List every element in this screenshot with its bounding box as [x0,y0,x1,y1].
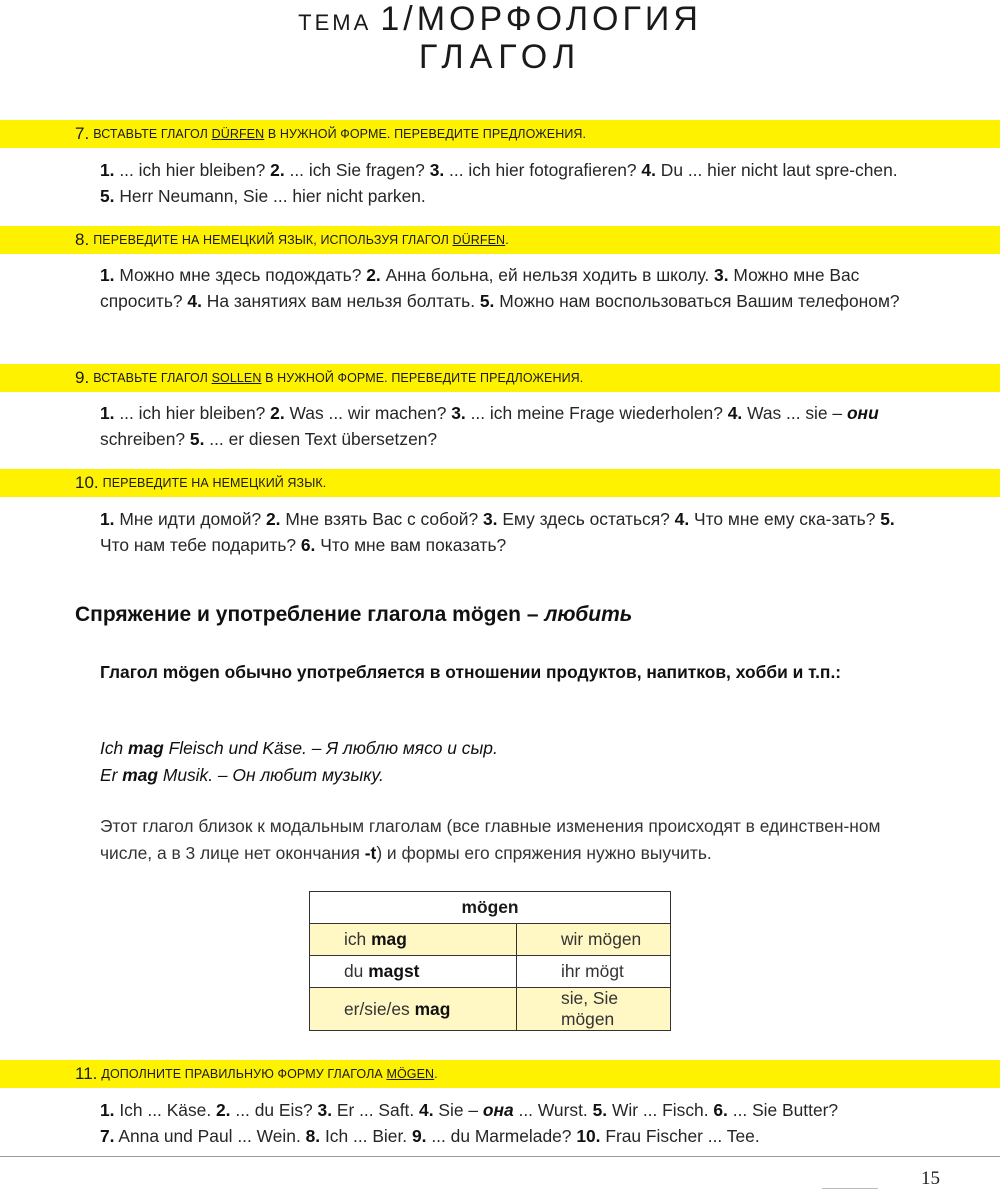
item-text: Ему здесь остаться? [497,509,675,529]
item-number: 9. [411,1126,427,1146]
item-text: Wir ... Fisch. [607,1100,714,1120]
conjugation-table [309,891,671,1031]
instruction-text: ПЕРЕВЕДИТЕ НА НЕМЕЦКИЙ ЯЗЫК, ИСПОЛЬЗУЯ ГЛАГОЛ [93,233,453,247]
section-title [75,603,632,627]
exercise-10-body [100,506,908,558]
item-number: 5. [189,429,205,449]
item-text: Что мне ему ска-зать? [689,509,881,529]
item-translation: она [482,1100,514,1120]
topic-heading [0,0,1000,40]
item-number: 2. [366,265,381,285]
item-number: 2. [270,403,285,423]
item-number: 4. [641,160,656,180]
instruction-text: В НУЖНОЙ ФОРМЕ. ПЕРЕВЕДИТЕ ПРЕДЛОЖЕНИЯ. [261,371,584,385]
exercise-instruction [93,371,583,385]
page-number: 15 [921,1168,940,1189]
item-number: 1. [100,1100,115,1120]
item-number: 7. [100,1126,115,1146]
section-title-translation: любить [544,603,633,626]
pronoun: ich [344,929,372,949]
exercise-number: 9. [75,368,90,387]
instruction-text: ВСТАВЬТЕ ГЛАГОЛ [93,371,212,385]
exercise-instruction [103,476,327,490]
item-number: 5. [100,186,115,206]
verb-form: mag [414,998,451,1019]
item-text: Frau Fischer ... Tee. [600,1126,760,1146]
footer-divider [0,1156,1000,1157]
item-text: Ich ... Käse. [114,1100,217,1120]
item-text: Что нам тебе подарить? [100,535,301,555]
example-verb: mag [128,738,164,758]
table-header-row [310,892,671,924]
exercise-8-body [100,262,908,314]
item-text: ... Sie Butter? [727,1100,839,1120]
item-text: Was ... sie – [742,403,847,423]
exercise-instruction [101,1067,437,1081]
item-text: Ich ... Bier. [320,1126,412,1146]
item-text: ... ich hier bleiben? [114,160,271,180]
item-text: ... ich Sie fragen? [284,160,430,180]
topic-prefix: ТЕМА [298,10,381,35]
section-title-text: Спряжение и употребление глагола mögen – [75,603,545,626]
exercise-number: 11. [75,1064,98,1083]
instruction-verb: DÜRFEN [452,233,506,247]
item-text: Можно мне здесь подождать? [114,265,367,285]
item-number: 3. [482,509,498,529]
example-1 [100,735,498,762]
section-lead: Глагол mögen обычно употребляется в отношении продуктов, напитков, хобби и т.п.: [100,662,842,682]
example-text: Ich [100,738,129,758]
verb-form: magst [368,961,420,981]
table-cell: sie, Sie mögen [517,988,671,1031]
item-number: 2. [216,1100,231,1120]
item-text: Herr Neumann, Sie ... hier nicht parken. [114,186,426,206]
instruction-verb: MÖGEN [386,1067,435,1081]
instruction-verb: SOLLEN [211,371,262,385]
item-text: ... du Eis? [230,1100,318,1120]
pronoun: er/sie/es [344,998,415,1019]
example-text: Musik. – Он любит музыку. [158,765,384,785]
topic-number: 1 [380,0,404,38]
instruction-text: . [505,233,509,247]
table-cell: ihr mögt [517,956,671,988]
item-text: Anna und Paul ... Wein. [114,1126,306,1146]
item-number: 2. [265,509,281,529]
exercise-instruction [93,127,586,141]
item-number: 3. [714,265,729,285]
footer-tab-line [822,1188,878,1189]
table-cell [310,956,517,988]
exercise-instruction [93,233,509,247]
item-number: 4. [674,509,690,529]
item-text: ... Wurst. [513,1100,593,1120]
note-text: ) и формы его спряжения нужно выучить. [376,843,712,863]
item-number: 4. [187,291,202,311]
topic-name: /МОРФОЛОГИЯ [403,0,702,38]
exercise-7-body [100,157,908,209]
item-text: ... du Marmelade? [426,1126,577,1146]
instruction-verb: DÜRFEN [211,127,265,141]
item-number: 8. [305,1126,321,1146]
section-note [100,813,908,867]
exercise-number: 10. [75,473,99,492]
table-cell [310,924,517,956]
exercise-7-bar [0,120,1000,148]
item-number: 1. [100,509,115,529]
item-number: 2. [270,160,285,180]
exercise-10-bar [0,469,1000,497]
item-text: ... ich meine Frage wiederholen? [465,403,728,423]
item-number: 5. [479,291,495,311]
item-number: 3. [451,403,466,423]
item-number: 1. [100,265,115,285]
item-number: 5. [592,1100,608,1120]
exercise-11-body [100,1097,908,1149]
table-row [310,988,671,1031]
item-text: Sie – [433,1100,483,1120]
item-translation: они [846,403,879,423]
item-number: 4. [419,1100,434,1120]
item-number: 1. [100,403,115,423]
item-text: Мне идти домой? [114,509,266,529]
item-number: 6. [300,535,316,555]
item-number: 5. [880,509,895,529]
exercise-9-bar [0,364,1000,392]
instruction-text: ВСТАВЬТЕ ГЛАГОЛ [93,127,212,141]
instruction-text: ДОПОЛНИТЕ ПРАВИЛЬНУЮ ФОРМУ ГЛАГОЛА [101,1067,387,1081]
item-number: 3. [429,160,445,180]
verb-form: mag [371,929,407,949]
item-text: Was ... wir machen? [284,403,452,423]
table-header: mögen [310,892,671,924]
table-cell: wir mögen [517,924,671,956]
note-ending: -t [364,843,377,863]
pronoun: du [344,961,369,981]
example-2 [100,762,498,789]
item-number: 4. [727,403,743,423]
topic-subtitle: ГЛАГОЛ [418,38,582,76]
instruction-text: . [434,1067,438,1081]
example-text: Er [100,765,123,785]
item-text: schreiben? [100,429,190,449]
item-text: Мне взять Вас с собой? [280,509,483,529]
exercise-8-bar [0,226,1000,254]
exercise-11-bar [0,1060,1000,1088]
item-text: Что мне вам показать? [315,535,507,555]
item-text: ... ich hier fotografieren? [444,160,642,180]
item-text: Можно мне Вас спросить? [100,265,860,311]
item-text: Er ... Saft. [332,1100,420,1120]
item-number: 6. [713,1100,728,1120]
item-number: 1. [100,160,115,180]
table-row [310,956,671,988]
table-cell [310,988,517,1031]
table-row [310,924,671,956]
note-text: Этот глагол близок к модальным глаголам (все главные изменения происходят в единствен-ном числе, а в 3 лице нет окончания [100,816,881,863]
item-text: ... er diesen Text übersetzen? [204,429,438,449]
instruction-text: В НУЖНОЙ ФОРМЕ. ПЕРЕВЕДИТЕ ПРЕДЛОЖЕНИЯ. [264,127,587,141]
item-number: 3. [317,1100,333,1120]
example-sentences [100,735,498,789]
example-verb: mag [122,765,158,785]
exercise-number: 8. [75,230,90,249]
item-text: На занятиях вам нельзя болтать. [201,291,480,311]
item-number: 10. [576,1126,601,1146]
item-text: Можно нам воспользоваться Вашим телефоном? [494,291,900,311]
exercise-number: 7. [75,124,90,143]
example-text: Fleisch und Käse. – Я люблю мясо и сыр. [163,738,498,758]
exercise-9-body [100,400,908,452]
instruction-text: ПЕРЕВЕДИТЕ НА НЕМЕЦКИЙ ЯЗЫК. [102,476,327,490]
item-text: Du ... hier nicht laut spre-chen. [655,160,898,180]
item-text: ... ich hier bleiben? [114,403,271,423]
item-text: Анна больна, ей нельзя ходить в школу. [380,265,715,285]
